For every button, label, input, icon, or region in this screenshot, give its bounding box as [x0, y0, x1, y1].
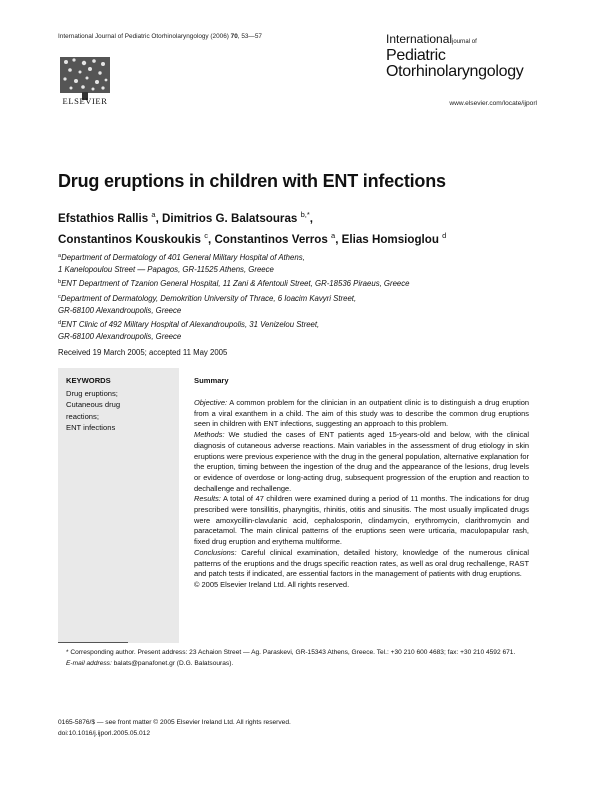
affiliation-text: 1 Kanelopoulou Street — Papagos, GR-11525 Athens, Greece — [58, 265, 274, 275]
email-value[interactable]: balats@panafonet.gr (D.G. Balatsouras). — [111, 659, 234, 667]
section-label: Methods: — [194, 430, 225, 440]
keywords-list — [66, 388, 174, 433]
summary-heading: Summary — [194, 376, 229, 385]
author-name: Elias Homsioglou — [341, 233, 443, 246]
email-note — [58, 659, 533, 670]
author-list — [58, 206, 446, 248]
affiliation-marker: c — [58, 293, 61, 300]
email-label: E-mail address: — [66, 659, 112, 667]
author-affiliation-marker[interactable]: a — [331, 231, 336, 240]
footnote — [58, 648, 533, 669]
footnote-divider — [58, 642, 128, 643]
affiliation-text: GR-68100 Alexandroupolis, Greece — [58, 305, 182, 315]
author-name: Efstathios Rallis — [58, 212, 152, 225]
affiliation-line — [58, 264, 410, 276]
publisher-name: ELSEVIER — [62, 96, 108, 106]
keyword-item: Cutaneous drug — [66, 400, 121, 410]
affiliation-line — [58, 317, 410, 331]
journal-website-link[interactable]: www.elsevier.com/locate/ijporl — [449, 100, 537, 107]
author-separator: , — [155, 212, 163, 225]
keyword-item: ENT infections — [66, 422, 116, 432]
journal-masthead — [386, 33, 524, 80]
affiliation-line — [58, 291, 410, 305]
author-separator: , — [335, 233, 342, 246]
abstract-section-results — [194, 494, 529, 548]
section-text: We studied the cases of ENT patients aged 15-years-old and below, with the clinical diagnosis of cutaneous adverse reactions. Main variables in the assessment of drug etiology in skin eruptions were previous experience with the drug in the general population, alternative explanation for the eruption, timing between the ingestion of the drug and the appearance of the lesions, drug levels or evidence of overdose or long-acting drug, subsequent progression of the eruption and reaction to dechallenge and rechallenge. — [194, 430, 529, 493]
affiliation-text: Department of Dermatology, Demokrition University of Thrace, 6 Ioacim Kavyri Street, — [60, 293, 357, 303]
affiliation-line — [58, 250, 410, 264]
author-affiliation-marker[interactable]: d — [442, 231, 447, 240]
bottom-metadata — [58, 718, 291, 739]
section-label: Objective: — [194, 398, 228, 407]
affiliation-text: Department of Dermatology of 401 General Military Hospital of Athens, — [61, 253, 305, 262]
affiliation-marker: b — [58, 279, 62, 286]
author-name: Dimitrios G. Balatsouras — [162, 212, 301, 225]
corresponding-author-note: * Corresponding author. Present address: 23 Achaion Street — Ag. Paraskevi, GR-15343 Athens, Greece. Tel.: +30 210 600 4683; fax: +30 210 4592 671. — [66, 649, 516, 656]
author-affiliation-marker[interactable]: c — [204, 231, 208, 240]
affiliation-marker: a — [58, 253, 62, 259]
author-line-1 — [58, 206, 446, 227]
keywords-title: KEYWORDS — [66, 376, 111, 385]
section-text: A common problem for the clinician in an outpatient clinic is to distinguish a drug eruption from a viral exanthem in a child. The aim of this study was to describe the common drug eruptions seen in children with ENT infections, suggesting an approach to this problem. — [194, 398, 529, 429]
article-title: Drug eruptions in children with ENT infections — [58, 171, 446, 191]
keyword-item: reactions; — [66, 411, 99, 421]
section-text: Careful clinical examination, detailed history, knowledge of the numerous clinical patterns of the eruptions and the drugs specific reaction rates, as well as oral drug rechallenge, RAST and patch tests if indicated, are essential factors in the management of patients with drug eruptions. — [194, 547, 529, 579]
section-text: A total of 47 children were examined during a period of 11 months. The indications for drug prescribed were tonsillitis, pharyngitis, rhinitis, otitis and sinusitis. The most usually implicated drugs were amoxycillin-clavulanic acid, cephalosporin, clindamycin, erythromycin, clarithromycin and paracetamol. The main clinical patterns of the eruptions seen were urticaria, maculopapular rash, fixed drug eruption and erythema multiforme. — [194, 494, 529, 547]
masthead-line1-text: International — [386, 32, 453, 46]
issn-line: 0165-5876/$ — see front matter © 2005 Elsevier Ireland Ltd. All rights reserved. — [58, 719, 291, 726]
masthead-line1 — [386, 33, 524, 48]
affiliation-text: ENT Department of Tzanion General Hospital, 11 Zani & Afentouli Street, GR-18536 Piraeus, Greece — [61, 279, 410, 289]
section-label: Conclusions: — [194, 547, 237, 557]
affiliations — [58, 250, 410, 343]
journal-reference — [58, 33, 262, 40]
author-affiliation-marker[interactable]: b,* — [300, 210, 310, 219]
masthead-line1-small: journal of — [452, 39, 477, 45]
abstract-section-conclusions — [194, 548, 529, 580]
affiliation-marker: d — [58, 320, 62, 327]
author-name: Constantinos Kouskoukis — [58, 233, 205, 246]
abstract-copyright: © 2005 Elsevier Ireland Ltd. All rights reserved. — [194, 579, 350, 589]
abstract-body — [194, 398, 529, 591]
affiliation-text: ENT Clinic of 492 Military Hospital of Alexandroupolis, 31 Venizelou Street, — [61, 320, 320, 330]
author-separator: , — [207, 233, 215, 246]
author-separator: , — [309, 212, 313, 225]
author-name: Constantinos Verros — [214, 233, 332, 246]
affiliation-line — [58, 305, 410, 317]
doi-line[interactable]: doi:10.1016/j.ijporl.2005.05.012 — [58, 729, 151, 737]
masthead-line3: Otorhinolaryngology — [386, 63, 524, 80]
affiliation-text: GR-68100 Alexandroupolis, Greece — [58, 332, 182, 342]
journal-volume: 70 — [230, 33, 238, 40]
author-line-2 — [58, 227, 446, 248]
journal-pages: , 53—57 — [237, 33, 262, 40]
received-dates: Received 19 March 2005; accepted 11 May 2005 — [58, 348, 228, 357]
affiliation-line — [58, 276, 410, 290]
keyword-item: Drug eruptions; — [66, 389, 118, 398]
section-label: Results: — [194, 494, 221, 504]
affiliation-line — [58, 331, 410, 343]
journal-ref-prefix: International Journal of Pediatric Otorhinolaryngology (2006) — [58, 33, 231, 40]
author-affiliation-marker[interactable]: a — [151, 210, 156, 219]
abstract-section-objective — [194, 398, 529, 430]
abstract-section-methods — [194, 430, 529, 494]
masthead-line2: Pediatric — [386, 47, 446, 64]
